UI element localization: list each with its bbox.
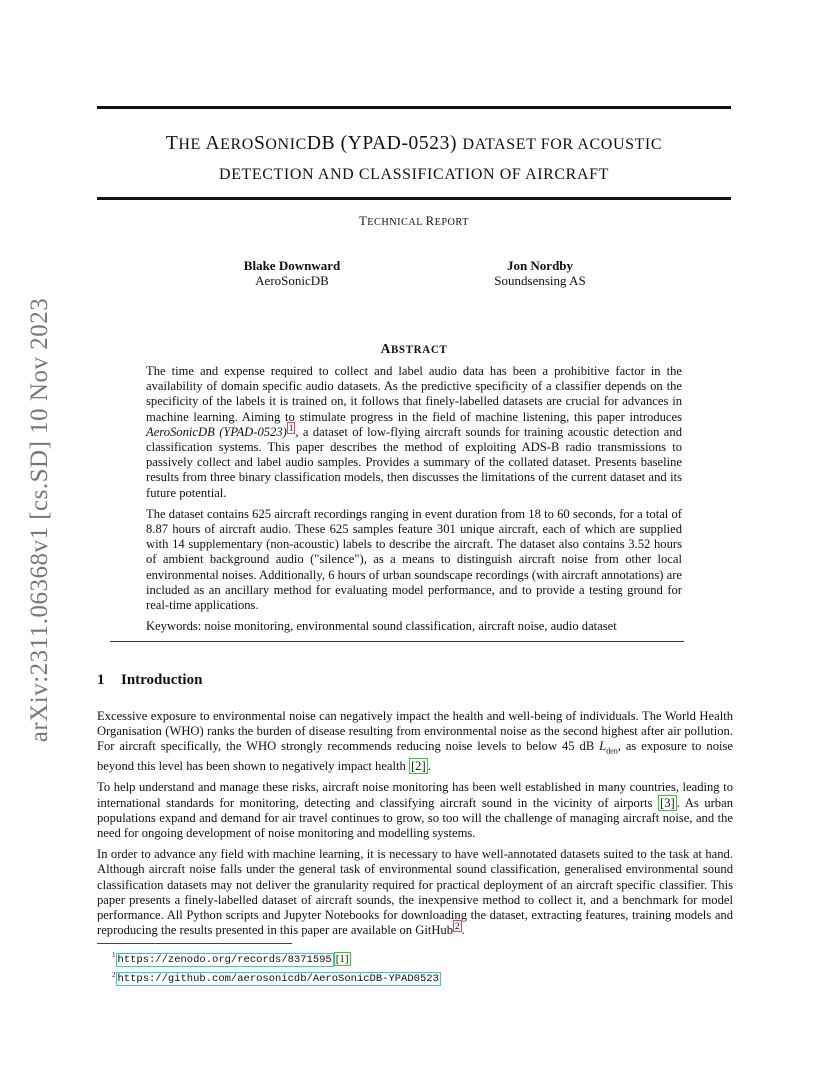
report-type	[0, 214, 828, 229]
body-text: . As urban populations expand and demand for air travel continues to grow, so too will the challenge of managing aircraft noise, and the need for ongoing development of noise monitoring and modelling systems.	[97, 795, 733, 840]
introduction-body	[97, 709, 733, 944]
footnote-rule	[97, 943, 292, 944]
arxiv-identifier: arXiv:2311.06368v1 [cs.SD] 10 Nov 2023	[26, 297, 53, 743]
footnotes	[112, 948, 441, 987]
title-sc-ero: ERO	[220, 136, 254, 153]
author-block-2	[470, 258, 610, 288]
intro-paragraph-2	[97, 780, 733, 841]
footnote-mark: 2	[112, 970, 116, 979]
section-number: 1	[97, 672, 105, 688]
section-heading	[97, 672, 202, 689]
intro-paragraph-1	[97, 709, 733, 774]
report-type-sc-2: EPORT	[434, 217, 469, 228]
body-text: .	[427, 759, 431, 774]
body-text: In order to advance any field with machine learning, it is necessary to have well-annotated datasets suited to the task at hand. Although aircraft noise falls under the general task of environmental sound classification, generalised environmental sound classification datasets may not deliver the granularity required for practical deployment of an aircraft specific classifier. This paper presents a finely-labelled dataset of aircraft sounds, the inexpensive method to collect it, and a benchmark for model performance. All Python scripts and Jupyter Notebooks for downloading the dataset, extracting features, training models and reproducing the results presented in this paper are available on GitHub	[97, 847, 733, 938]
abstract-text: The time and expense required to collect and label audio data has been a prohibitive factor in the availability of domain specific audio datasets. As the predictive specificity of a classifier depends on the specificity of the labels it is trained on, it follows that finely-labelled datasets are crucial for advances in machine learning. Aiming to stimulate progress in the field of machine listening, this paper introduces	[146, 364, 682, 424]
body-text: Excessive exposure to environmental noise can negatively impact the health and well-being of individuals. The World Health Organisation (WHO) ranks the burden of disease resulting from environmental noise as the second highest after air pollution. For aircraft specifically, the WHO strongly recommends reducing noise levels to below 45 dB	[97, 709, 733, 754]
footnote-1	[112, 948, 441, 968]
paper-title-line-1	[97, 129, 731, 160]
report-type-sc-1: ECHNICAL	[367, 217, 426, 228]
math-subscript: den	[606, 746, 618, 756]
title-cap-t: T	[165, 133, 179, 154]
paper-title-line-2: DETECTION AND CLASSIFICATION OF AIRCRAFT	[219, 166, 609, 183]
report-type-cap-t: T	[359, 214, 368, 228]
footnote-link-2[interactable]: 2	[455, 920, 460, 931]
abstract-heading-sc: BSTRACT	[390, 344, 448, 356]
abstract-body	[146, 364, 682, 640]
abstract-paragraph-1	[146, 364, 682, 501]
intro-paragraph-3	[97, 847, 733, 938]
math-l: L	[599, 739, 607, 754]
body-text: , as exposure to noise beyond this level has been shown to negatively impact health	[97, 739, 734, 774]
title-db-code: DB (YPAD-0523)	[306, 133, 463, 154]
footnote-2	[112, 968, 441, 988]
body-text: .	[461, 923, 465, 938]
abstract-text: , a dataset of low-flying aircraft sounds for training acoustic detection and classification systems. This paper describes the method of exploiting ADS-B radio transmissions to passively collect and label audio samples. Provides a summary of the collated dataset. Presents baseline results from three binary classification models, then discusses the limitations of the current dataset and its future potential.	[146, 424, 682, 500]
title-sc-rest: DATASET FOR ACOUSTIC	[462, 136, 663, 153]
footnote-link-1[interactable]: 1	[288, 422, 294, 433]
author-affiliation: Soundsensing AS	[494, 273, 586, 288]
title-sc-he: HE	[178, 136, 206, 153]
section-title: Introduction	[121, 672, 203, 688]
abstract-divider	[110, 641, 684, 642]
paper-title	[97, 129, 731, 190]
abstract-paragraph-2: The dataset contains 625 aircraft recordings ranging in event duration from 18 to 60 seconds, for a total of 8.87 hours of aircraft audio. These 625 samples feature 301 unique aircraft, each of which are supplied with 14 supplementary (non-acoustic) labels to describe the aircraft. The dataset also contains 3.52 hours of ambient background audio ("silence"), as a means to distinguish aircraft noise from other local environmental noises. Additionally, 6 hours of urban soundscape recordings (with aircraft annotations) are included as an ancillary method for evaluating model performance, and to provide a testing ground for real-time applications.	[146, 506, 682, 613]
abstract-heading	[0, 341, 828, 357]
author-affiliation: AeroSonicDB	[255, 273, 329, 288]
report-type-cap-r: R	[425, 214, 435, 228]
citation-link[interactable]: [3]	[660, 795, 675, 810]
citation-link[interactable]: [1]	[335, 952, 349, 965]
title-cap-s: S	[253, 133, 266, 154]
title-sc-onic: ONIC	[265, 136, 307, 153]
body-text: To help understand and manage these risks, aircraft noise monitoring has been well established in many countries, leading to international standards for monitoring, detecting and classifying aircraft sound in the vicinity of airports	[97, 780, 733, 810]
footnote-url-link[interactable]: https://zenodo.org/records/8371595	[117, 953, 332, 966]
footnote-url-link[interactable]: https://github.com/aerosonicdb/AeroSonicDB-YPAD0523	[117, 973, 439, 986]
keywords: Keywords: noise monitoring, environmental sound classification, aircraft noise, audio dataset	[146, 619, 617, 634]
title-cap-a: A	[205, 133, 221, 154]
title-top-rule	[97, 106, 731, 109]
author-name: Blake Downward	[243, 258, 341, 273]
author-name: Jon Nordby	[506, 258, 574, 273]
author-block-1	[220, 258, 364, 288]
footnote-mark: 1	[112, 951, 116, 959]
dataset-name: AeroSonicDB (YPAD-0523)	[146, 424, 287, 439]
title-bottom-rule	[97, 197, 731, 200]
abstract-heading-cap: A	[380, 341, 391, 356]
citation-link[interactable]: [2]	[410, 759, 426, 774]
